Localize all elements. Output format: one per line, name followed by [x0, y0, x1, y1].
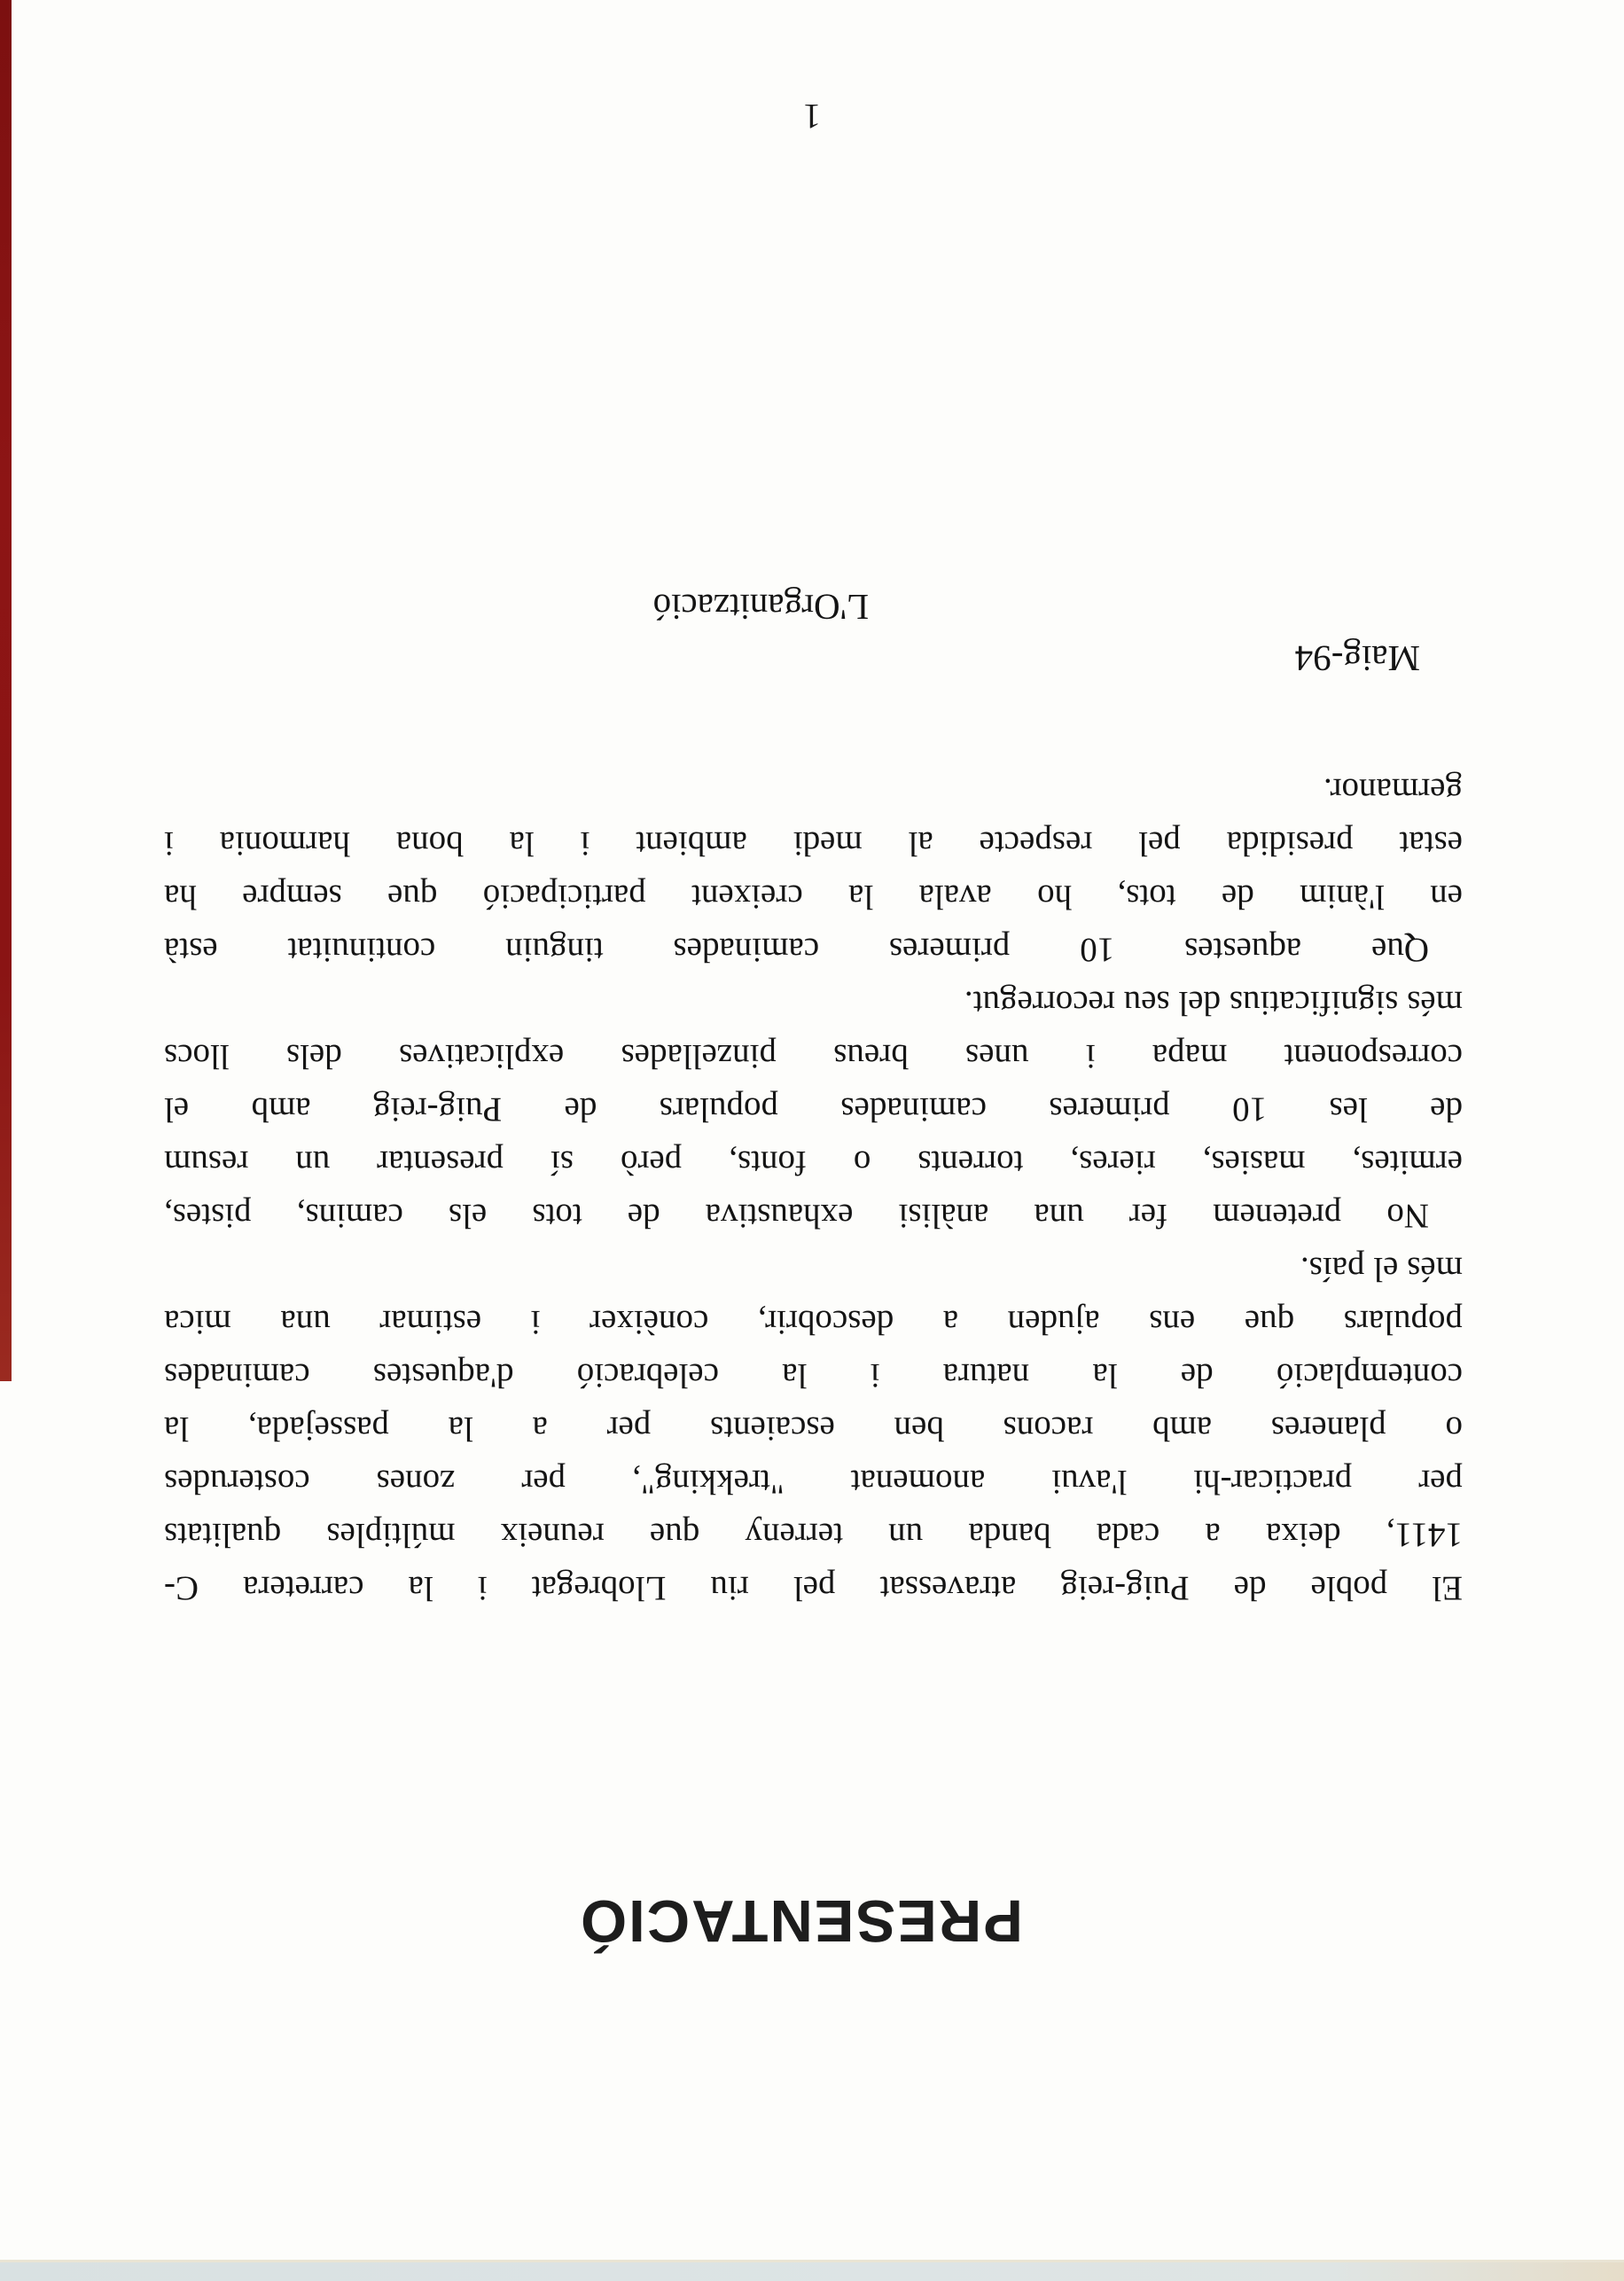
text-line: ermites, masies, rieres, torrents o fonts, però sí presentar un resum [164, 1144, 1463, 1182]
text-line: germanor. [1323, 771, 1463, 809]
text-line: corresponent mapa i unes breus pinzellades explicatives dels llocs [164, 1037, 1463, 1075]
scan-artifact-left-red-strip [0, 0, 12, 1381]
text-line: contemplació de la natura i la celebració d'aquestes caminades [164, 1356, 1463, 1394]
document-title: PRESENTACIÓ [579, 1887, 1023, 1954]
text-line: No pretenem fer una anàlisi exhaustiva de tots els camins, pistes, [164, 1197, 1429, 1235]
text-line: estat presidida pel respecte al medi ambient i la bona harmonia i [164, 824, 1463, 863]
text-line: més el país. [1300, 1250, 1463, 1288]
text-line: de les 10 primeres caminades populars de Puig-reig amb el [164, 1090, 1463, 1129]
signature-organization: L'Organització [652, 587, 869, 628]
paragraph-3 [164, 763, 1463, 976]
text-line: populars que ens ajuden a descobrir, conèixer i estimar una mica [164, 1303, 1463, 1341]
text-line: en l'ànim de tots, ho avala la creixent participació que sempre ha [164, 878, 1463, 916]
paragraph-2 [164, 976, 1463, 1242]
text-line: o planeres amb racons ben escaients per a la passejada, la [164, 1410, 1463, 1448]
text-line: Que aquestes 10 primeres caminades tinguin continuitat està [164, 931, 1429, 969]
text-line: El poble de Puig-reig atravessat pel riu Llobregat i la carretera C- [164, 1569, 1463, 1607]
body-text-block [164, 763, 1463, 1614]
text-line: més significatius del seu recorregut. [964, 984, 1463, 1022]
signature-date: Maig-94 [1294, 638, 1420, 679]
paragraph-1 [164, 1242, 1463, 1614]
text-line: 1411, deixa a cada banda un terreny que reuneix múltiples qualitats [164, 1516, 1463, 1554]
text-line: per practicar-hi l'avui anomenat "trekking", per zones costerudes [164, 1463, 1463, 1501]
page-number: 1 [803, 97, 821, 137]
scan-artifact-bottom-strip [0, 2260, 1624, 2281]
